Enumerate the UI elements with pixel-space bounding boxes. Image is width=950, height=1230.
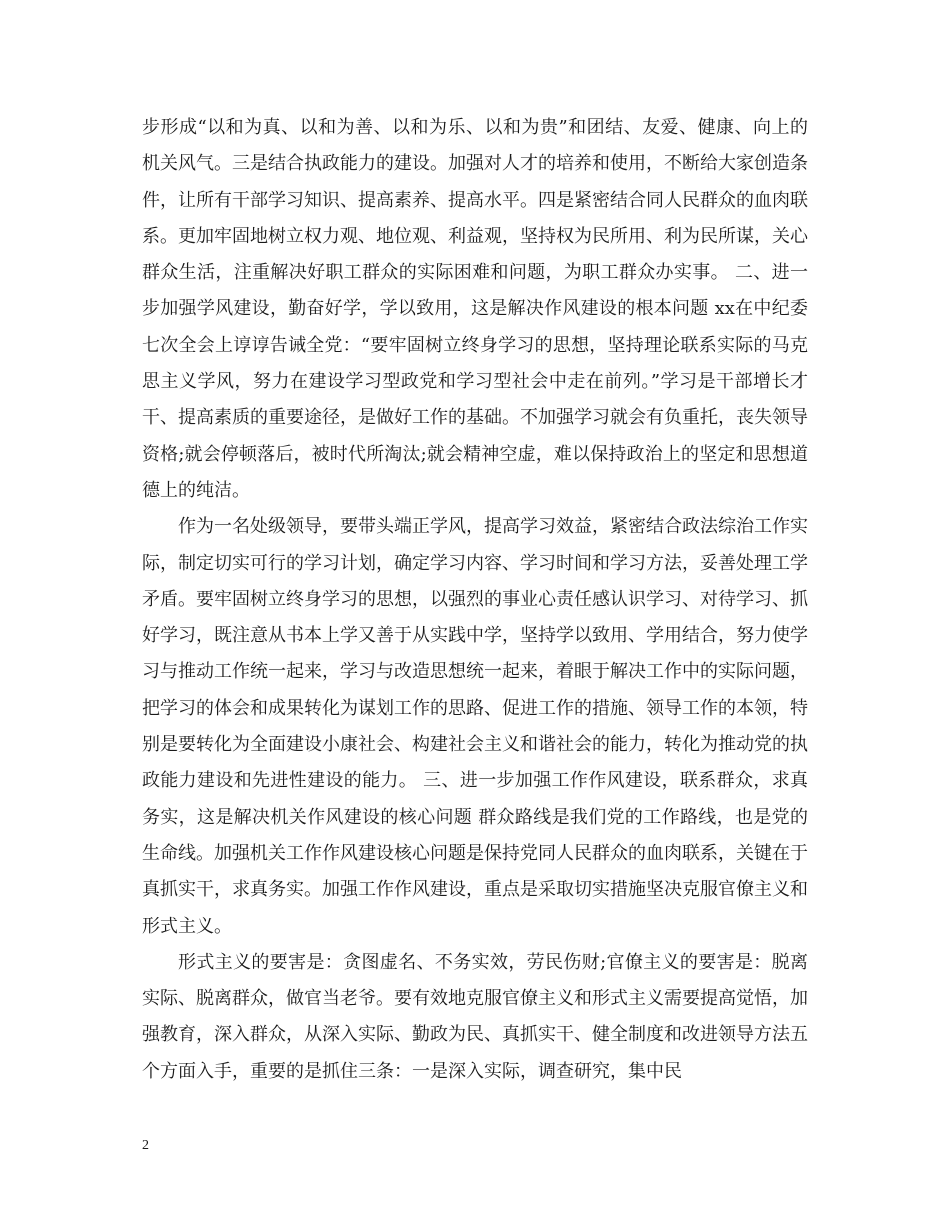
- document-body: [142, 110, 808, 1090]
- paragraph-2: 作为一名处级领导，要带头端正学风，提高学习效益，紧密结合政法综治工作实际，制定切实可行的学习计划，确定学习内容、学习时间和学习方法，妥善处理工学矛盾。要牢固树立终身学习的思想，以强烈的事业心责任感认识学习、对待学习、抓好学习，既注意从书本上学又善于从实践中学，坚持学以致用、学用结合，努力使学习与推动工作统一起来，学习与改造思想统一起来，着眼于解决工作中的实际问题，把学习的体会和成果转化为谋划工作的思路、促进工作的措施、领导工作的本领，特别是要转化为全面建设小康社会、构建社会主义和谐社会的能力，转化为推动党的执政能力建设和先进性建设的能力。 三、进一步加强工作作风建设，联系群众，求真务实，这是解决机关作风建设的核心问题 群众路线是我们党的工作路线，也是党的生命线。加强机关工作作风建设核心问题是保持党同人民群众的血肉联系，关键在于真抓实干，求真务实。加强工作作风建设，重点是采取切实措施坚决克服官僚主义和形式主义。: [142, 516, 808, 937]
- paragraph-1: 步形成“以和为真、以和为善、以和为乐、以和为贵”和团结、友爱、健康、向上的机关风气。三是结合执政能力的建设。加强对人才的培养和使用，不断给大家创造条件，让所有干部学习知识、提高素养、提高水平。四是紧密结合同人民群众的血肉联系。更加牢固地树立权力观、地位观、利益观，坚持权为民所用、利为民所谋，关心群众生活，注重解决好职工群众的实际困难和问题，为职工群众办实事。 二、进一步加强学风建设，勤奋好学，学以致用，这是解决作风建设的根本问题 xx在中纪委七次全会上谆谆告诫全党：“要牢固树立终身学习的思想，坚持理论联系实际的马克思主义学风，努力在建设学习型政党和学习型社会中走在前列。”学习是干部增长才干、提高素质的重要途径，是做好工作的基础。不加强学习就会有负重托，丧失领导资格;就会停顿落后，被时代所淘汰;就会精神空虚，难以保持政治上的坚定和思想道德上的纯洁。: [142, 117, 808, 501]
- paragraph-3: 形式主义的要害是：贪图虚名、不务实效，劳民伤财;官僚主义的要害是：脱离实际、脱离群众，做官当老爷。要有效地克服官僚主义和形式主义需要提高觉悟，加强教育，深入群众，从深入实际、勤政为民、真抓实干、健全制度和改进领导方法五个方面入手，重要的是抓住三条：一是深入实际，调查研究，集中民: [142, 951, 808, 1082]
- page-number: 2: [142, 1138, 149, 1153]
